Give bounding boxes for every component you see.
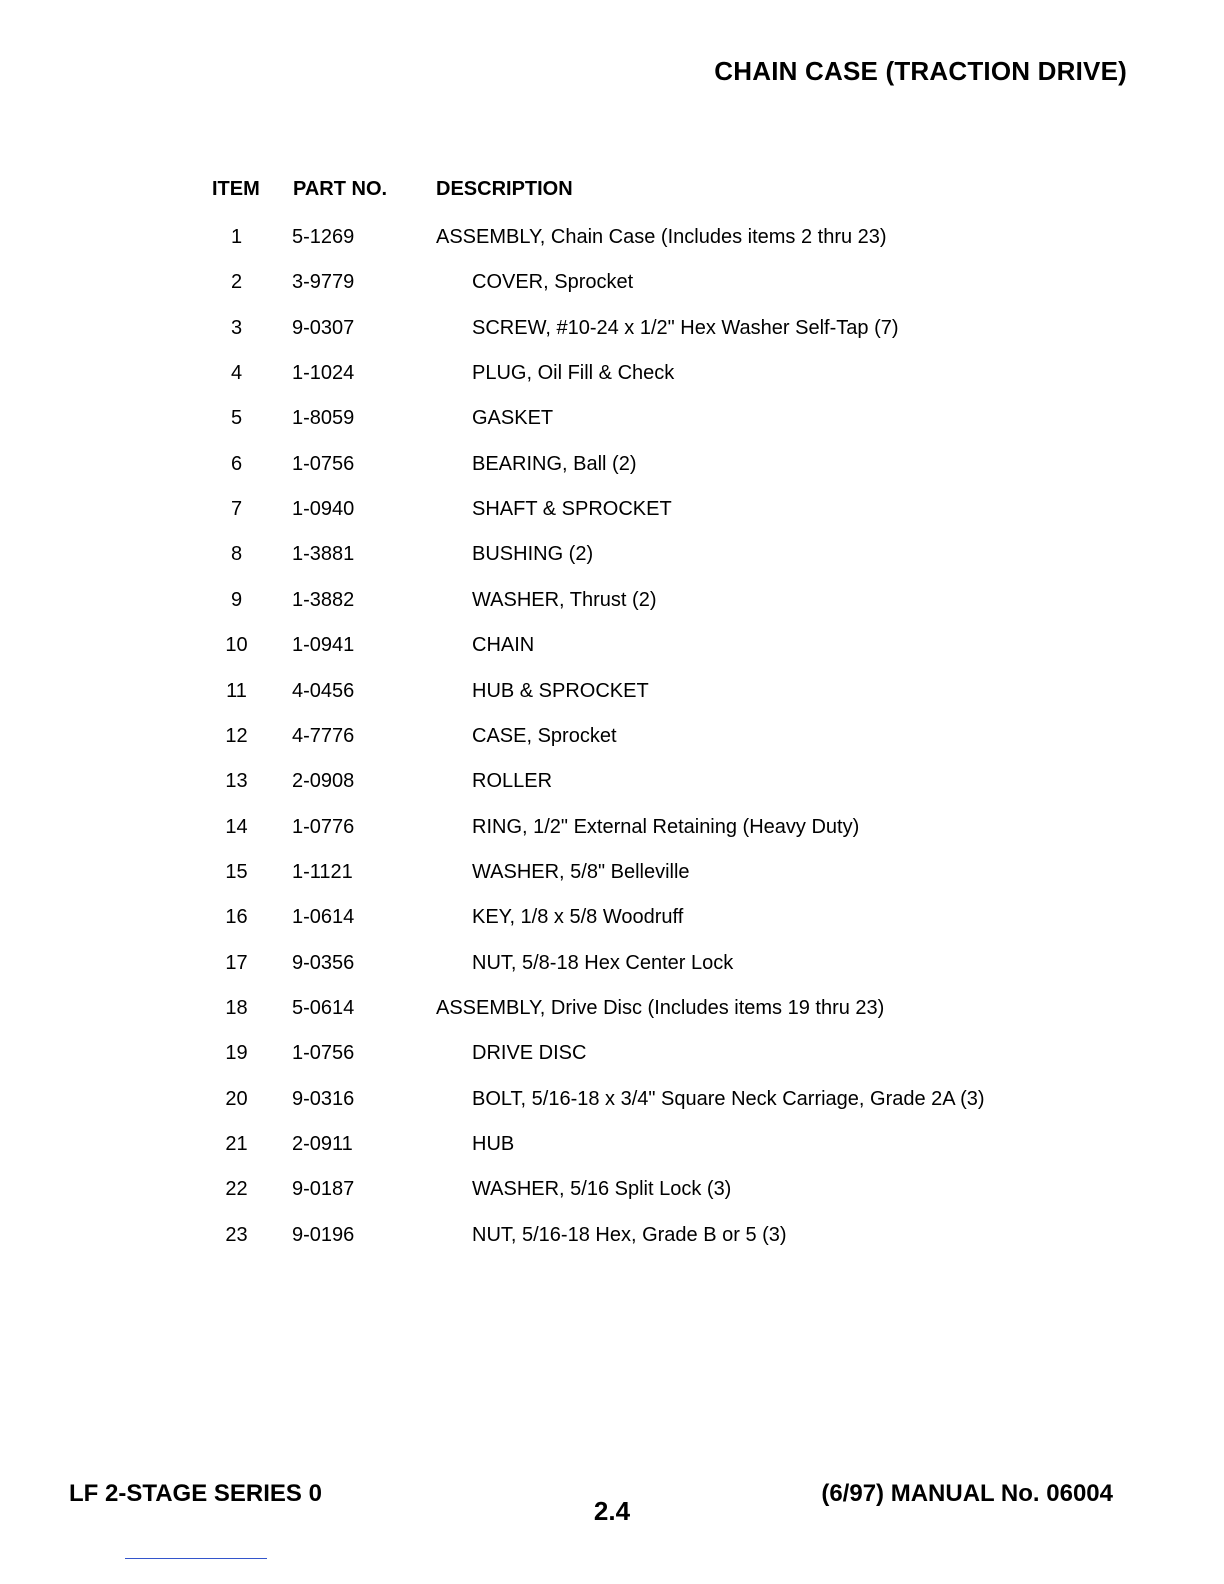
part-description: NUT, 5/16-18 Hex, Grade B or 5 (3) — [472, 1224, 787, 1246]
part-description: ASSEMBLY, Chain Case (Includes items 2 thru 23) — [436, 226, 887, 248]
part-number: 9-0307 — [292, 317, 355, 339]
table-row — [0, 770, 1224, 800]
table-row — [0, 317, 1224, 347]
item-number: 2 — [230, 271, 243, 293]
table-row — [0, 589, 1224, 619]
table-row — [0, 407, 1224, 437]
column-header-description: DESCRIPTION — [436, 178, 573, 200]
item-number: 14 — [225, 816, 248, 838]
part-number: 1-8059 — [292, 407, 355, 429]
table-row — [0, 861, 1224, 891]
part-number: 1-3881 — [292, 543, 355, 565]
part-description: BEARING, Ball (2) — [472, 453, 637, 475]
part-number: 1-1024 — [292, 362, 355, 384]
part-number: 1-0940 — [292, 498, 355, 520]
item-number: 7 — [230, 498, 243, 520]
part-number: 9-0356 — [292, 952, 355, 974]
item-number: 9 — [230, 589, 243, 611]
item-number: 22 — [225, 1178, 248, 1200]
part-description: BOLT, 5/16-18 x 3/4" Square Neck Carriage, Grade 2A (3) — [472, 1088, 985, 1110]
item-number: 12 — [225, 725, 248, 747]
table-row — [0, 498, 1224, 528]
part-number: 1-1121 — [292, 861, 353, 883]
table-row — [0, 634, 1224, 664]
item-number: 17 — [225, 952, 248, 974]
table-row — [0, 997, 1224, 1027]
part-number: 1-3882 — [292, 589, 355, 611]
table-row — [0, 952, 1224, 982]
part-number: 2-0911 — [292, 1133, 353, 1155]
table-row — [0, 1133, 1224, 1163]
part-description: HUB — [472, 1133, 515, 1155]
column-header-item: ITEM — [212, 178, 260, 200]
part-number: 1-0756 — [292, 453, 355, 475]
item-number: 5 — [230, 407, 243, 429]
item-number: 4 — [230, 362, 243, 384]
part-description: WASHER, 5/8" Belleville — [472, 861, 690, 883]
table-row — [0, 543, 1224, 573]
table-row — [0, 725, 1224, 755]
part-number: 1-0776 — [292, 816, 355, 838]
part-description: DRIVE DISC — [472, 1042, 587, 1064]
table-row — [0, 362, 1224, 392]
part-number: 3-9779 — [292, 271, 355, 293]
part-number: 9-0187 — [292, 1178, 355, 1200]
table-row — [0, 1042, 1224, 1072]
part-number: 4-0456 — [292, 680, 355, 702]
item-number: 15 — [225, 861, 248, 883]
part-number: 1-0756 — [292, 1042, 355, 1064]
part-description: SCREW, #10-24 x 1/2" Hex Washer Self-Tap (7) — [472, 317, 899, 339]
page-number: 2.4 — [593, 1496, 631, 1526]
part-description: GASKET — [472, 407, 554, 429]
part-number: 1-0941 — [292, 634, 355, 656]
item-number: 6 — [230, 453, 243, 475]
item-number: 20 — [225, 1088, 248, 1110]
part-description: KEY, 1/8 x 5/8 Woodruff — [472, 906, 684, 928]
item-number: 3 — [230, 317, 243, 339]
part-number: 1-0614 — [292, 906, 355, 928]
item-number: 13 — [225, 770, 248, 792]
item-number: 16 — [225, 906, 248, 928]
footer-series: LF 2-STAGE SERIES 0 — [69, 1480, 322, 1507]
part-description: NUT, 5/8-18 Hex Center Lock — [472, 952, 734, 974]
part-number: 4-7776 — [292, 725, 355, 747]
table-row — [0, 1224, 1224, 1254]
part-number: 5-1269 — [292, 226, 355, 248]
item-number: 23 — [225, 1224, 248, 1246]
table-row — [0, 226, 1224, 256]
item-number: 1 — [230, 226, 243, 248]
part-number: 2-0908 — [292, 770, 355, 792]
item-number: 8 — [230, 543, 243, 565]
part-description: HUB & SPROCKET — [472, 680, 649, 702]
part-description: CASE, Sprocket — [472, 725, 617, 747]
page-title: CHAIN CASE (TRACTION DRIVE) — [714, 56, 1127, 86]
table-row — [0, 816, 1224, 846]
part-number: 9-0316 — [292, 1088, 355, 1110]
table-row — [0, 680, 1224, 710]
item-number: 21 — [225, 1133, 248, 1155]
part-number: 9-0196 — [292, 1224, 355, 1246]
part-description: RING, 1/2" External Retaining (Heavy Duty) — [472, 816, 860, 838]
item-number: 11 — [226, 680, 247, 702]
part-description: SHAFT & SPROCKET — [472, 498, 672, 520]
part-description: BUSHING (2) — [472, 543, 594, 565]
table-row — [0, 1178, 1224, 1208]
table-row — [0, 1088, 1224, 1118]
item-number: 10 — [225, 634, 248, 656]
part-description: ASSEMBLY, Drive Disc (Includes items 19 thru 23) — [436, 997, 885, 1019]
part-description: ROLLER — [472, 770, 553, 792]
item-number: 18 — [225, 997, 248, 1019]
table-row — [0, 906, 1224, 936]
footer-manual-number: (6/97) MANUAL No. 06004 — [821, 1480, 1113, 1507]
table-row — [0, 453, 1224, 483]
footnote-divider — [125, 1558, 267, 1559]
part-description: WASHER, 5/16 Split Lock (3) — [472, 1178, 732, 1200]
table-row — [0, 271, 1224, 301]
column-header-part-no: PART NO. — [293, 178, 388, 200]
part-description: WASHER, Thrust (2) — [472, 589, 657, 611]
part-description: COVER, Sprocket — [472, 271, 634, 293]
item-number: 19 — [225, 1042, 248, 1064]
part-description: CHAIN — [472, 634, 535, 656]
part-number: 5-0614 — [292, 997, 355, 1019]
part-description: PLUG, Oil Fill & Check — [472, 362, 675, 384]
